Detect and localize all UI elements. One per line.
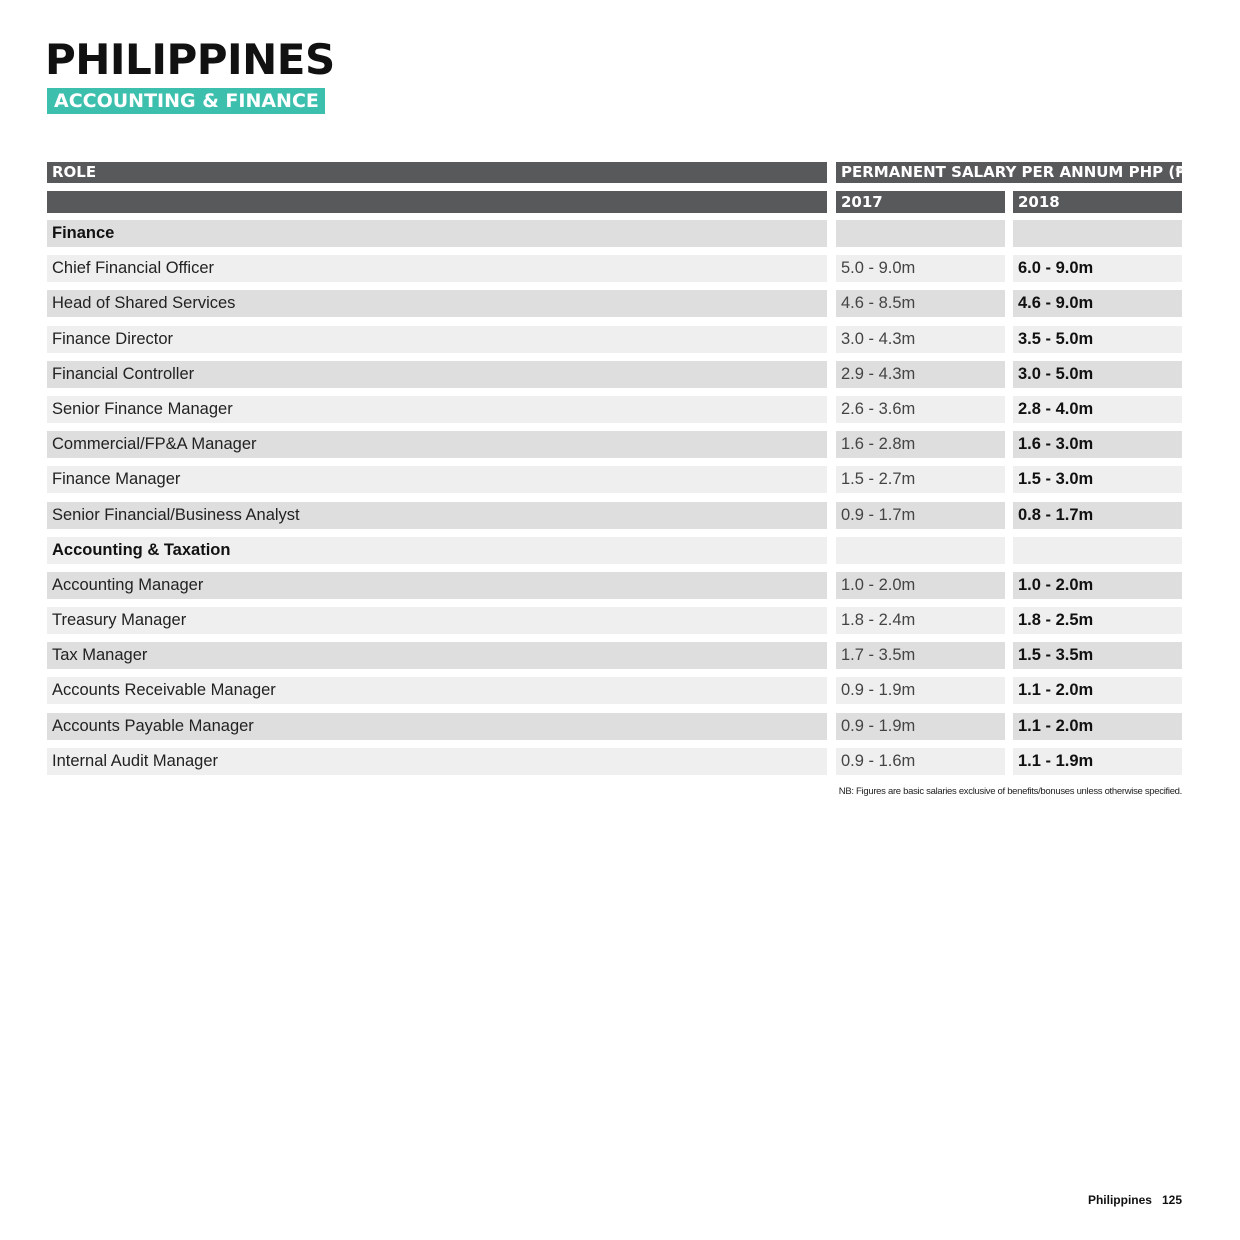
table-row [47,642,1182,677]
salary-2018: 6.0 - 9.0m [1013,255,1182,282]
section-row-accounting-taxation [47,537,1182,572]
section-heading: Accounting & Taxation [47,537,827,564]
salary-2017: 2.9 - 4.3m [836,361,1005,388]
role-name: Accounts Payable Manager [47,713,827,740]
salary-2018: 4.6 - 9.0m [1013,290,1182,317]
salary-2018: 2.8 - 4.0m [1013,396,1182,423]
salary-2018: 1.5 - 3.0m [1013,466,1182,493]
table-row [47,255,1182,290]
salary-2017: 1.7 - 3.5m [836,642,1005,669]
table-row [47,361,1182,396]
role-name: Treasury Manager [47,607,827,634]
role-column-header: ROLE [47,162,827,183]
salary-2017: 4.6 - 8.5m [836,290,1005,317]
role-name: Senior Finance Manager [47,396,827,423]
salary-2018: 3.5 - 5.0m [1013,326,1182,353]
salary-2017: 0.9 - 1.7m [836,502,1005,529]
page-title: PHILIPPINES [45,35,335,84]
role-name: Accounting Manager [47,572,827,599]
year-2017-header: 2017 [836,191,1005,213]
salary-2017: 0.9 - 1.6m [836,748,1005,775]
salary-2017 [836,537,1005,564]
salary-2017: 3.0 - 4.3m [836,326,1005,353]
role-name: Internal Audit Manager [47,748,827,775]
salary-2018: 1.6 - 3.0m [1013,431,1182,458]
role-name: Chief Financial Officer [47,255,827,282]
salary-2017: 1.8 - 2.4m [836,607,1005,634]
table-row [47,677,1182,712]
role-subheader-bar [47,191,827,213]
salary-2018 [1013,537,1182,564]
table-row [47,396,1182,431]
table-row [47,326,1182,361]
role-name: Head of Shared Services [47,290,827,317]
role-name: Tax Manager [47,642,827,669]
salary-table [47,220,1182,783]
salary-2018: 0.8 - 1.7m [1013,502,1182,529]
table-row [47,607,1182,642]
role-name: Finance Manager [47,466,827,493]
salary-2018: 1.1 - 1.9m [1013,748,1182,775]
year-2018-header: 2018 [1013,191,1182,213]
table-row [47,431,1182,466]
salary-2018: 1.5 - 3.5m [1013,642,1182,669]
footer-section-label: Philippines [1087,1193,1152,1207]
salary-column-header: PERMANENT SALARY PER ANNUM PHP (₱) [836,162,1182,183]
salary-2018: 3.0 - 5.0m [1013,361,1182,388]
salary-2017: 1.0 - 2.0m [836,572,1005,599]
table-row [47,466,1182,501]
salary-2018: 1.8 - 2.5m [1013,607,1182,634]
salary-2018 [1013,220,1182,247]
role-name: Senior Financial/Business Analyst [47,502,827,529]
table-row [47,748,1182,783]
category-badge: ACCOUNTING & FINANCE [47,88,325,114]
salary-2018: 1.1 - 2.0m [1013,713,1182,740]
salary-2017 [836,220,1005,247]
salary-2018: 1.0 - 2.0m [1013,572,1182,599]
salary-2017: 0.9 - 1.9m [836,677,1005,704]
page-footer [1088,1193,1182,1207]
table-row [47,502,1182,537]
table-row [47,290,1182,325]
table-row [47,572,1182,607]
salary-2017: 0.9 - 1.9m [836,713,1005,740]
footnote: NB: Figures are basic salaries exclusive of benefits/bonuses unless otherwise specified. [838,786,1182,797]
salary-2017: 5.0 - 9.0m [836,255,1005,282]
role-name: Commercial/FP&A Manager [47,431,827,458]
section-heading: Finance [47,220,827,247]
section-row-finance [47,220,1182,255]
table-row [47,713,1182,748]
role-name: Accounts Receivable Manager [47,677,827,704]
salary-2017: 1.5 - 2.7m [836,466,1005,493]
page-number: 125 [1161,1193,1182,1207]
salary-2017: 2.6 - 3.6m [836,396,1005,423]
role-name: Finance Director [47,326,827,353]
salary-2017: 1.6 - 2.8m [836,431,1005,458]
role-name: Financial Controller [47,361,827,388]
salary-2018: 1.1 - 2.0m [1013,677,1182,704]
